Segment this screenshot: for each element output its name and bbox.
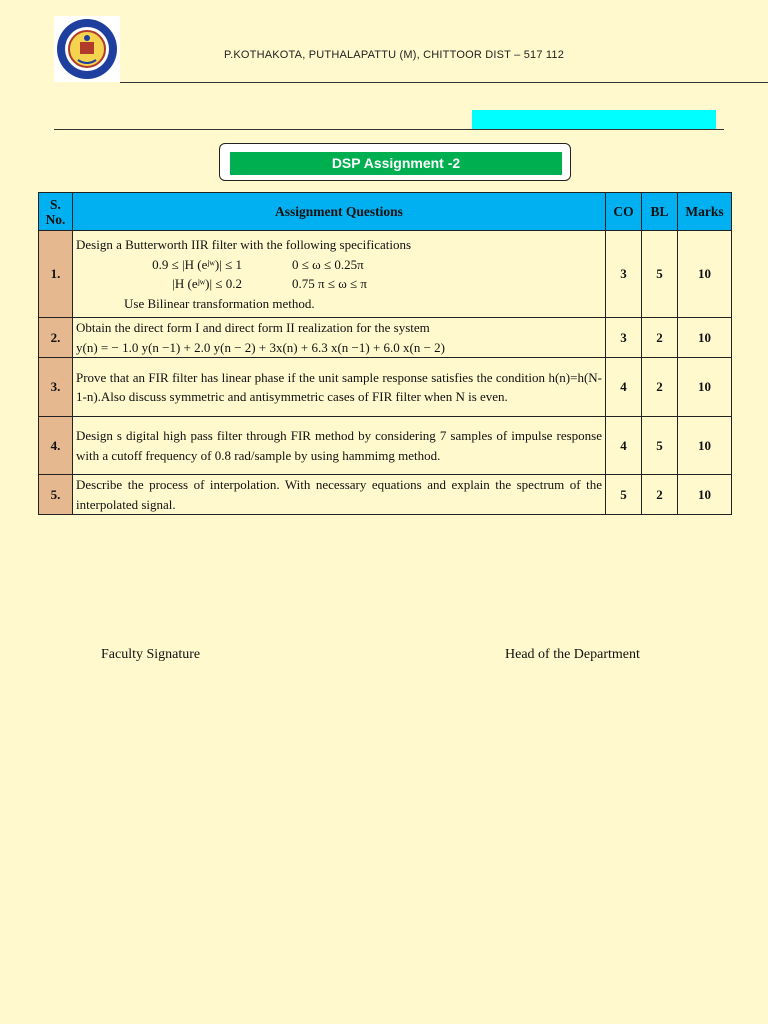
row-number: 4. xyxy=(39,417,73,475)
bl-value: 5 xyxy=(642,231,678,318)
header-marks: Marks xyxy=(678,193,732,231)
row-number: 1. xyxy=(39,231,73,318)
spec-line xyxy=(76,274,602,294)
section-divider xyxy=(54,129,724,130)
header-sno: S. No. xyxy=(39,193,73,231)
highlight-bar xyxy=(472,110,716,129)
spec-magnitude: |H (eʲʷ)| ≤ 0.2 xyxy=(172,276,242,291)
institute-seal-icon xyxy=(54,16,120,82)
header-bl: BL xyxy=(642,193,678,231)
page-title: DSP Assignment -2 xyxy=(230,152,562,175)
co-value: 3 xyxy=(606,231,642,318)
row-number: 3. xyxy=(39,358,73,417)
row-number: 2. xyxy=(39,318,73,358)
question-cell: Prove that an FIR filter has linear phase if the unit sample response satisfies the condition h(n)=h(N-1-n).Also discuss symmetric and antisymmetric cases of FIR filter when N is even. xyxy=(73,358,606,417)
table-row xyxy=(39,358,732,417)
spec-line xyxy=(76,255,602,275)
equation-line: y(n) = − 1.0 y(n −1) + 2.0 y(n − 2) + 3x(n) + 6.3 x(n −1) + 6.0 x(n − 2) xyxy=(76,339,446,355)
co-value: 4 xyxy=(606,417,642,475)
title-box xyxy=(219,143,571,181)
question-line: Design a Butterworth IIR filter with the following specifications xyxy=(76,237,412,252)
institute-address: P.KOTHAKOTA, PUTHALAPATTU (M), CHITTOOR DIST – 517 112 xyxy=(224,49,565,61)
co-value: 5 xyxy=(606,475,642,515)
table-row xyxy=(39,417,732,475)
bl-value: 5 xyxy=(642,417,678,475)
table-row xyxy=(39,231,732,318)
question-cell: Design s digital high pass filter through FIR method by considering 7 samples of impulse response with a cutoff frequency of 0.8 rad/sample by using hammimg method. xyxy=(73,417,606,475)
question-cell xyxy=(73,318,606,358)
question-line: Obtain the direct form I and direct form II realization for the system xyxy=(76,320,430,335)
question-cell: Describe the process of interpolation. With necessary equations and explain the spectrum of the interpolated signal. xyxy=(73,475,606,515)
table-row xyxy=(39,318,732,358)
spec-magnitude: 0.9 ≤ |H (eʲʷ)| ≤ 1 xyxy=(152,256,242,272)
question-line: Use Bilinear transformation method. xyxy=(124,295,315,311)
co-value: 4 xyxy=(606,358,642,417)
bl-value: 2 xyxy=(642,318,678,358)
assignment-table xyxy=(38,192,732,515)
row-number: 5. xyxy=(39,475,73,515)
table-header-row xyxy=(39,193,732,231)
bl-value: 2 xyxy=(642,475,678,515)
marks-value: 10 xyxy=(678,417,732,475)
marks-value: 10 xyxy=(678,231,732,318)
marks-value: 10 xyxy=(678,318,732,358)
co-value: 3 xyxy=(606,318,642,358)
header-co: CO xyxy=(606,193,642,231)
marks-value: 10 xyxy=(678,475,732,515)
spec-frequency: 0 ≤ ω ≤ 0.25π xyxy=(292,256,364,272)
hod-signature-label: Head of the Department xyxy=(505,647,640,662)
header-question: Assignment Questions xyxy=(73,193,606,231)
question-cell xyxy=(73,231,606,318)
table-row xyxy=(39,475,732,515)
bl-value: 2 xyxy=(642,358,678,417)
header-divider xyxy=(120,82,768,83)
faculty-signature-label: Faculty Signature xyxy=(101,647,201,662)
spec-frequency: 0.75 π ≤ ω ≤ π xyxy=(292,276,367,291)
marks-value: 10 xyxy=(678,358,732,417)
